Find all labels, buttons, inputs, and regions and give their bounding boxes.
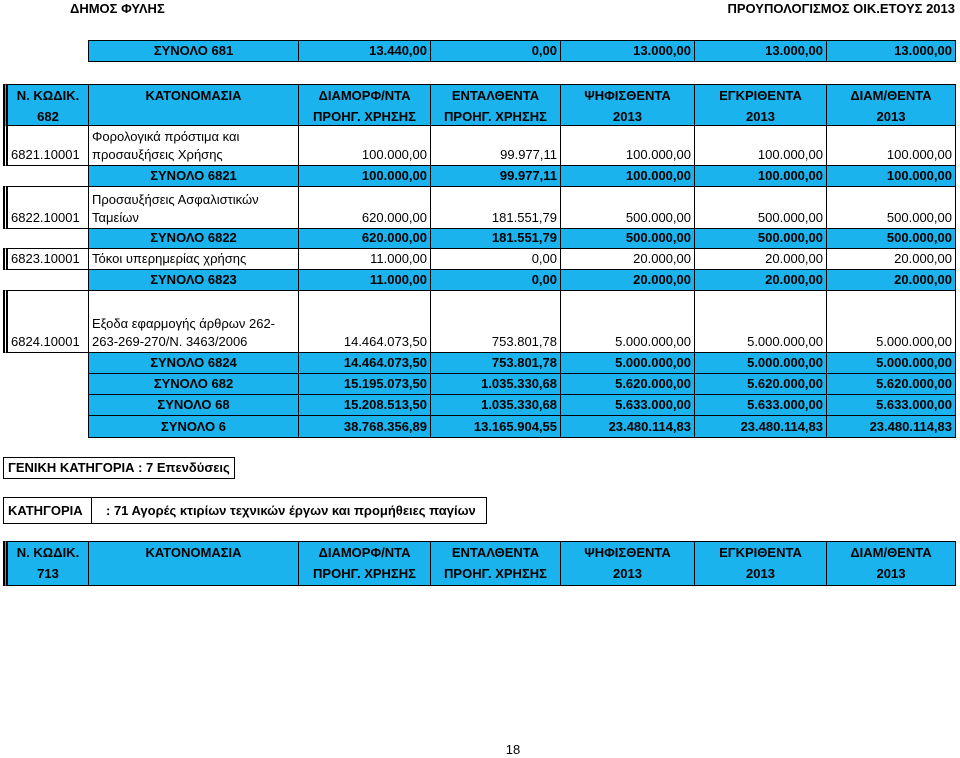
adjusted-2013-value: 13.000,00 bbox=[826, 40, 956, 62]
total-label: ΣΥΝΟΛΟ 68 bbox=[88, 394, 299, 416]
approved-2013-value: 100.000,00 bbox=[694, 165, 827, 187]
header-line: ΠΡΟΗΓ. ΧΡΗΣΗΣ bbox=[444, 566, 547, 581]
item-name-line: 263-269-270/Ν. 3463/2006 bbox=[92, 334, 248, 349]
total-label: ΣΥΝΟΛΟ 6 bbox=[88, 415, 299, 438]
adjusted-2013-value: 23.480.114,83 bbox=[826, 415, 956, 438]
item-name bbox=[88, 186, 299, 229]
header-adjusted-2013 bbox=[826, 84, 956, 126]
total-row-6822 bbox=[0, 228, 960, 248]
header-voted-2013 bbox=[560, 84, 695, 126]
prev-year-committed-value: 99.977,11 bbox=[430, 125, 561, 166]
voted-2013-value: 100.000,00 bbox=[560, 125, 695, 166]
total-label: ΣΥΝΟΛΟ 6823 bbox=[88, 269, 299, 291]
header-line: ΕΓΚΡΙΘΕΝΤΑ bbox=[719, 545, 802, 560]
header-name bbox=[88, 84, 299, 126]
item-code: 6824.10001 bbox=[3, 290, 89, 353]
total-row-6824 bbox=[0, 352, 960, 373]
header-line: ΨΗΦΙΣΘΕΝΤΑ bbox=[584, 88, 671, 103]
header-line: ΠΡΟΗΓ. ΧΡΗΣΗΣ bbox=[313, 109, 416, 124]
header-prev-year-formed bbox=[298, 84, 431, 126]
item-row-6821 bbox=[0, 125, 960, 165]
municipality-title: ΔΗΜΟΣ ΦΥΛΗΣ bbox=[70, 1, 165, 16]
item-row-6822 bbox=[0, 186, 960, 228]
prev-year-formed-value: 15.195.073,50 bbox=[298, 373, 431, 395]
prev-year-formed-value: 15.208.513,50 bbox=[298, 394, 431, 416]
page-number: 18 bbox=[505, 742, 521, 757]
voted-2013-value: 100.000,00 bbox=[560, 165, 695, 187]
column-header-row-682 bbox=[0, 84, 960, 125]
total-row-682 bbox=[0, 373, 960, 394]
prev-year-formed-value: 11.000,00 bbox=[298, 248, 431, 270]
item-row-6824 bbox=[0, 290, 960, 352]
header-approved-2013 bbox=[694, 541, 827, 586]
voted-2013-value: 5.000.000,00 bbox=[560, 290, 695, 353]
adjusted-2013-value: 5.633.000,00 bbox=[826, 394, 956, 416]
item-row-6823 bbox=[0, 248, 960, 269]
prev-year-committed-value: 753.801,78 bbox=[430, 290, 561, 353]
prev-year-formed-value: 38.768.356,89 bbox=[298, 415, 431, 438]
header-name bbox=[88, 541, 299, 586]
header-code bbox=[3, 84, 89, 126]
adjusted-2013-value: 500.000,00 bbox=[826, 186, 956, 229]
header-code-value: 713 bbox=[37, 566, 59, 581]
item-name-line: Ταμείων bbox=[92, 210, 139, 225]
prev-year-formed-value: 14.464.073,50 bbox=[298, 352, 431, 374]
approved-2013-value: 20.000,00 bbox=[694, 269, 827, 291]
header-code-label: Ν. ΚΩΔΙΚ. bbox=[16, 88, 80, 103]
header-name-label: ΚΑΤΟΝΟΜΑΣΙΑ bbox=[145, 88, 242, 103]
approved-2013-value: 500.000,00 bbox=[694, 186, 827, 229]
prev-year-committed-value: 99.977,11 bbox=[430, 165, 561, 187]
header-line: ΕΝΤΑΛΘΕΝΤΑ bbox=[451, 545, 540, 560]
voted-2013-value: 5.620.000,00 bbox=[560, 373, 695, 395]
adjusted-2013-value: 100.000,00 bbox=[826, 125, 956, 166]
header-line: ΕΝΤΑΛΘΕΝΤΑ bbox=[451, 88, 540, 103]
header-prev-year-committed bbox=[430, 541, 561, 586]
general-category: ΓΕΝΙΚΗ ΚΑΤΗΓΟΡΙΑ : 7 Επενδύσεις bbox=[3, 457, 235, 479]
header-voted-2013 bbox=[560, 541, 695, 586]
header-line: ΠΡΟΗΓ. ΧΡΗΣΗΣ bbox=[444, 109, 547, 124]
total-row-68 bbox=[0, 394, 960, 415]
total-label: ΣΥΝΟΛΟ 682 bbox=[88, 373, 299, 395]
header-prev-year-committed bbox=[430, 84, 561, 126]
prev-year-formed-value: 100.000,00 bbox=[298, 165, 431, 187]
header-line: ΔΙΑΜΟΡΦ/ΝΤΑ bbox=[318, 545, 411, 560]
approved-2013-value: 13.000,00 bbox=[694, 40, 827, 62]
total-label: ΣΥΝΟΛΟ 681 bbox=[88, 40, 299, 62]
prev-year-formed-value: 620.000,00 bbox=[298, 186, 431, 229]
item-name bbox=[88, 248, 299, 270]
prev-year-committed-value: 0,00 bbox=[430, 269, 561, 291]
header-name-label: ΚΑΤΟΝΟΜΑΣΙΑ bbox=[145, 545, 242, 560]
voted-2013-value: 5.633.000,00 bbox=[560, 394, 695, 416]
header-line: 2013 bbox=[746, 566, 775, 581]
approved-2013-value: 5.000.000,00 bbox=[694, 352, 827, 374]
header-line: ΔΙΑΜ/ΘΕΝΤΑ bbox=[850, 545, 932, 560]
prev-year-committed-value: 1.035.330,68 bbox=[430, 394, 561, 416]
voted-2013-value: 500.000,00 bbox=[560, 186, 695, 229]
adjusted-2013-value: 5.000.000,00 bbox=[826, 352, 956, 374]
header-line: 2013 bbox=[876, 566, 906, 581]
prev-year-committed-value: 181.551,79 bbox=[430, 228, 561, 249]
voted-2013-value: 13.000,00 bbox=[560, 40, 695, 62]
header-code-value: 682 bbox=[37, 109, 59, 124]
header-approved-2013 bbox=[694, 84, 827, 126]
header-line: 2013 bbox=[876, 109, 906, 124]
prev-year-committed-value: 181.551,79 bbox=[430, 186, 561, 229]
header-line: ΔΙΑΜ/ΘΕΝΤΑ bbox=[850, 88, 932, 103]
header-adjusted-2013 bbox=[826, 541, 956, 586]
item-code: 6822.10001 bbox=[3, 186, 89, 229]
total-row-681 bbox=[0, 40, 960, 61]
total-label: ΣΥΝΟΛΟ 6824 bbox=[88, 352, 299, 374]
adjusted-2013-value: 500.000,00 bbox=[826, 228, 956, 249]
header-line: 2013 bbox=[613, 566, 642, 581]
total-row-6 bbox=[0, 415, 960, 437]
voted-2013-value: 20.000,00 bbox=[560, 269, 695, 291]
approved-2013-value: 100.000,00 bbox=[694, 125, 827, 166]
header-line: ΨΗΦΙΣΘΕΝΤΑ bbox=[584, 545, 671, 560]
voted-2013-value: 20.000,00 bbox=[560, 248, 695, 270]
adjusted-2013-value: 100.000,00 bbox=[826, 165, 956, 187]
prev-year-formed-value: 100.000,00 bbox=[298, 125, 431, 166]
column-header-row-713 bbox=[0, 541, 960, 585]
approved-2013-value: 5.620.000,00 bbox=[694, 373, 827, 395]
item-name-line: Τόκοι υπερημερίας χρήσης bbox=[92, 251, 247, 266]
adjusted-2013-value: 20.000,00 bbox=[826, 269, 956, 291]
total-label: ΣΥΝΟΛΟ 6821 bbox=[88, 165, 299, 187]
item-name-line: Φορολογικά πρόστιμα και bbox=[92, 129, 240, 144]
adjusted-2013-value: 5.620.000,00 bbox=[826, 373, 956, 395]
prev-year-formed-value: 620.000,00 bbox=[298, 228, 431, 249]
prev-year-committed-value: 0,00 bbox=[430, 40, 561, 62]
total-row-6823 bbox=[0, 269, 960, 290]
adjusted-2013-value: 20.000,00 bbox=[826, 248, 956, 270]
header-code-label: Ν. ΚΩΔΙΚ. bbox=[16, 545, 80, 560]
header-code bbox=[3, 541, 89, 586]
header-prev-year-formed bbox=[298, 541, 431, 586]
header-line: ΔΙΑΜΟΡΦ/ΝΤΑ bbox=[318, 88, 411, 103]
prev-year-committed-value: 0,00 bbox=[430, 248, 561, 270]
header-line: 2013 bbox=[613, 109, 642, 124]
category-label: ΚΑΤΗΓΟΡΙΑ bbox=[3, 497, 92, 524]
voted-2013-value: 5.000.000,00 bbox=[560, 352, 695, 374]
approved-2013-value: 5.000.000,00 bbox=[694, 290, 827, 353]
prev-year-formed-value: 13.440,00 bbox=[298, 40, 431, 62]
approved-2013-value: 500.000,00 bbox=[694, 228, 827, 249]
item-name bbox=[88, 125, 299, 166]
voted-2013-value: 23.480.114,83 bbox=[560, 415, 695, 438]
category-value: : 71 Αγορές κτιρίων τεχνικών έργων και προμήθειες παγίων bbox=[91, 497, 487, 524]
voted-2013-value: 500.000,00 bbox=[560, 228, 695, 249]
prev-year-committed-value: 13.165.904,55 bbox=[430, 415, 561, 438]
adjusted-2013-value: 5.000.000,00 bbox=[826, 290, 956, 353]
item-name bbox=[88, 290, 299, 353]
item-code: 6823.10001 bbox=[3, 248, 89, 270]
approved-2013-value: 23.480.114,83 bbox=[694, 415, 827, 438]
total-row-6821 bbox=[0, 165, 960, 186]
prev-year-committed-value: 1.035.330,68 bbox=[430, 373, 561, 395]
item-code: 6821.10001 bbox=[3, 125, 89, 166]
item-name-line: Προσαυξήσεις Ασφαλιστικών bbox=[92, 192, 259, 207]
total-label: ΣΥΝΟΛΟ 6822 bbox=[88, 228, 299, 249]
budget-title: ΠΡΟΥΠΟΛΟΓΙΣΜΟΣ ΟΙΚ.ΕΤΟΥΣ 2013 bbox=[727, 1, 955, 16]
prev-year-committed-value: 753.801,78 bbox=[430, 352, 561, 374]
approved-2013-value: 5.633.000,00 bbox=[694, 394, 827, 416]
header-line: ΕΓΚΡΙΘΕΝΤΑ bbox=[719, 88, 802, 103]
prev-year-formed-value: 14.464.073,50 bbox=[298, 290, 431, 353]
approved-2013-value: 20.000,00 bbox=[694, 248, 827, 270]
header-line: ΠΡΟΗΓ. ΧΡΗΣΗΣ bbox=[313, 566, 416, 581]
prev-year-formed-value: 11.000,00 bbox=[298, 269, 431, 291]
header-line: 2013 bbox=[746, 109, 775, 124]
item-name-line: προσαυξήσεις Χρήσης bbox=[92, 147, 223, 162]
item-name-line: Εξοδα εφαρμογής άρθρων 262- bbox=[92, 316, 276, 331]
